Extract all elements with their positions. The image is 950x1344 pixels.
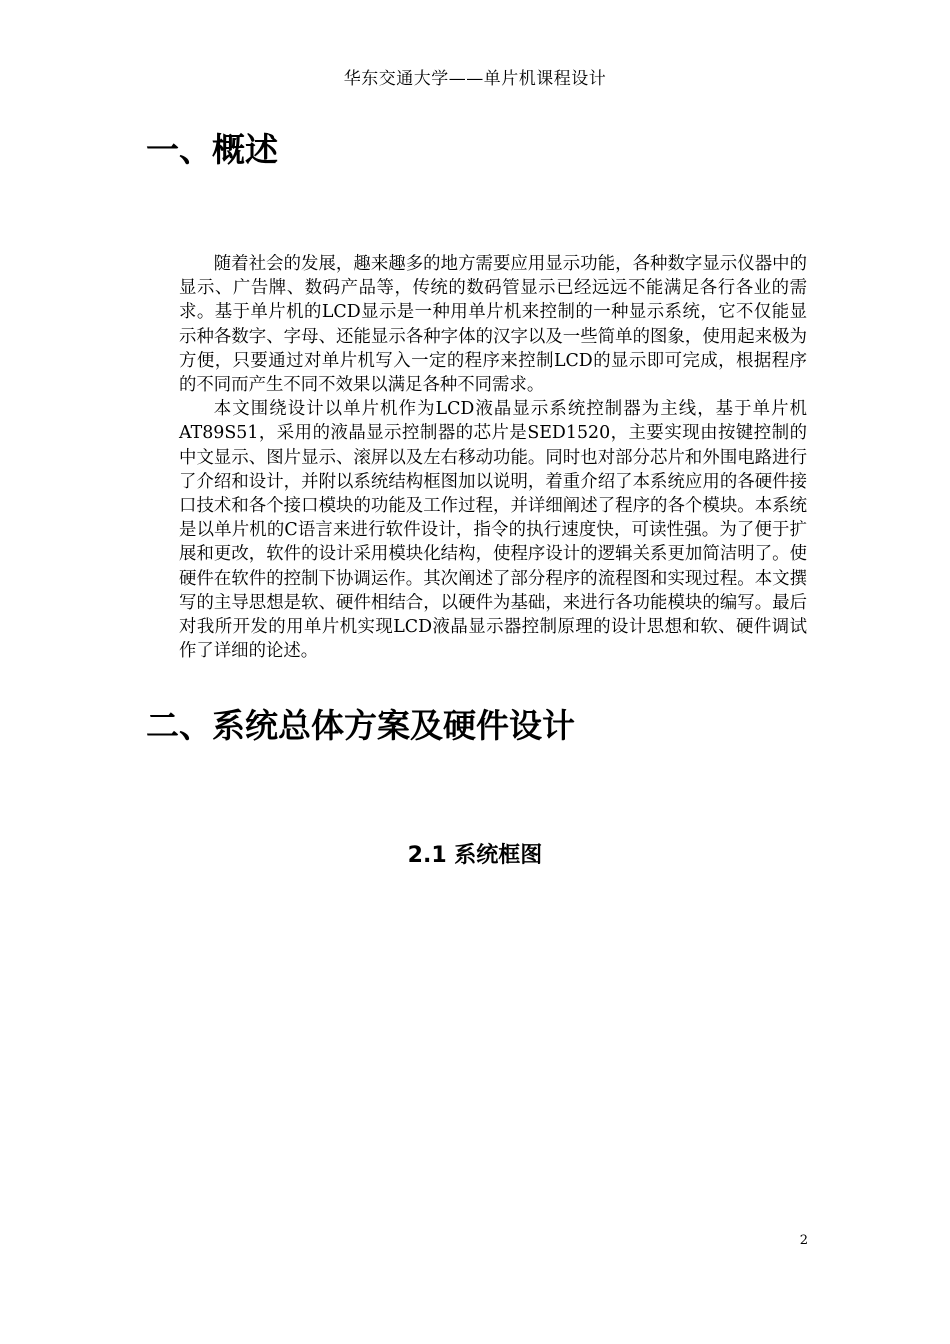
- subsection-heading-block-diagram: 2.1 系统框图: [407, 843, 543, 868]
- page-number: 2: [799, 1233, 808, 1248]
- section-heading-system-design: 二、系统总体方案及硬件设计: [146, 706, 575, 745]
- paragraph: 本文围绕设计以单片机作为LCD液晶显示系统控制器为主线，基于单片机AT89S51，采用的液晶显示控制器的芯片是SED1520，主要实现由按键控制的中文显示、图片显示、滚屏以及左右移动功能。同时也对部分芯片和外围电路进行了介绍和设计，并附以系统结构框图加以说明，着重介绍了本系统应用的各硬件接口技术和各个接口模块的功能及工作过程，并详细阐述了程序的各个模块。本系统是以单片机的C语言来进行软件设计，指令的执行速度快，可读性强。为了便于扩展和更改，软件的设计采用模块化结构，使程序设计的逻辑关系更加简洁明了。使硬件在软件的控制下协调运作。其次阐述了部分程序的流程图和实现过程。本文撰写的主导思想是软、硬件相结合，以硬件为基础，来进行各功能模块的编写。最后对我所开发的用单片机实现LCD液晶显示器控制原理的设计思想和软、硬件调试作了详细的论述。: [179, 399, 807, 662]
- overview-body: [179, 252, 807, 663]
- running-header: 华东交通大学——单片机课程设计: [343, 69, 607, 89]
- section-heading-overview: 一、概述: [146, 130, 278, 169]
- paragraph: 随着社会的发展，趣来趣多的地方需要应用显示功能，各种数字显示仪器中的显示、广告牌、数码产品等，传统的数码管显示已经远远不能满足各行各业的需求。基于单片机的LCD显示是一种用单片机来控制的一种显示系统，它不仅能显示种各数字、字母、还能显示各种字体的汉字以及一些简单的图象，使用起来极为方便，只要通过对单片机写入一定的程序来控制LCD的显示即可完成，根据程序的不同而产生不同不效果以满足各种不同需求。: [179, 254, 807, 396]
